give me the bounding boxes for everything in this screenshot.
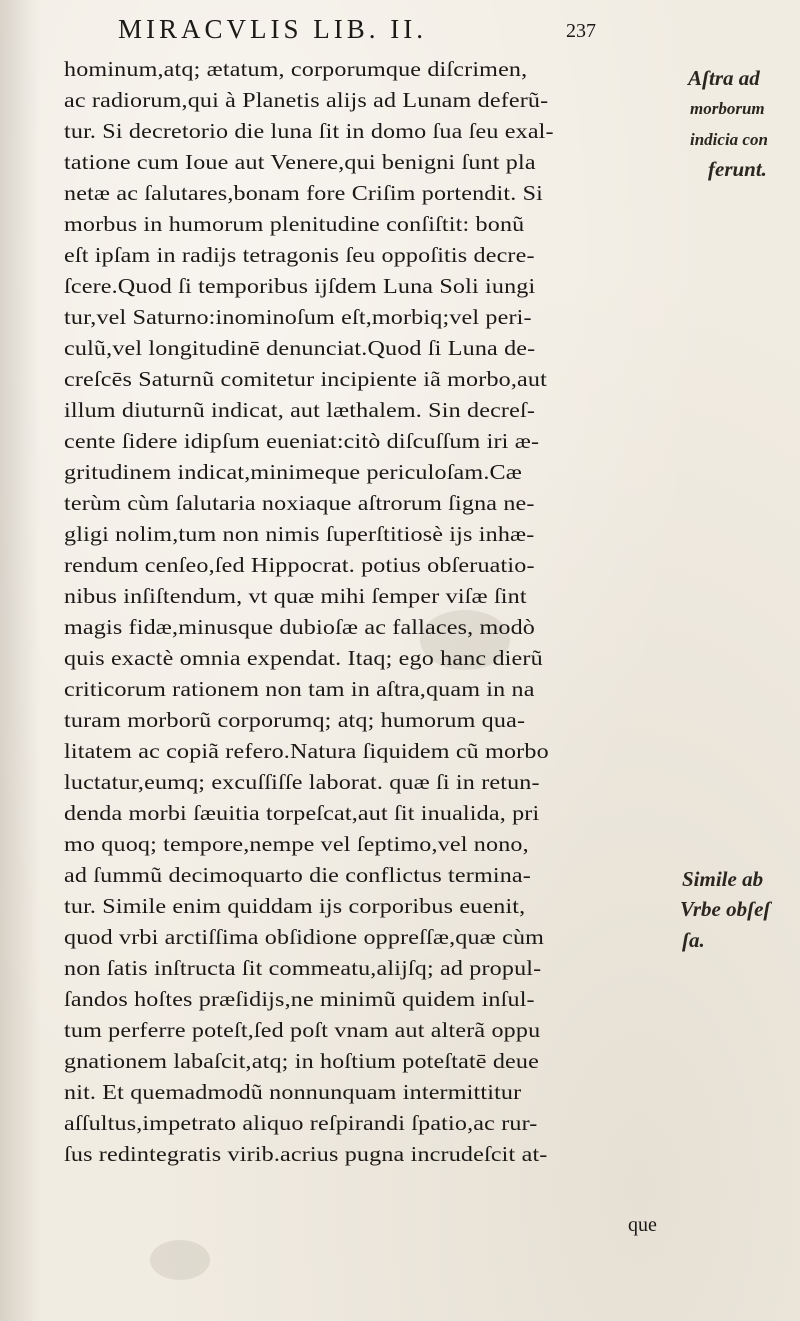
body-text (64, 54, 684, 1170)
text-line: non ſatis inſtructa ſit commeatu,alijſq; ad propul- (64, 956, 542, 980)
margin-note: morborum (690, 99, 765, 118)
text-line: culũ,vel longitudinē denunciat.Quod ſi Luna de- (64, 336, 536, 360)
margin-note: indicia con (690, 130, 768, 149)
text-line: gligi nolim,tum non nimis ſuperſtitiosè ijs inhæ- (64, 522, 535, 546)
text-line: luctatur,eumq; excuſſiſſe laborat. quæ ſi in retun- (64, 770, 540, 794)
text-line: nit. Et quemadmodũ nonnunquam intermittitur (64, 1080, 522, 1104)
margin-note: Simile ab (682, 867, 764, 891)
text-line: magis fidæ,minusque dubioſæ ac fallaces, modò (64, 615, 536, 639)
text-line: tum perferre poteſt,ſed poſt vnam aut alterã oppu (64, 1018, 541, 1042)
text-line: litatem ac copiã refero.Natura ſiquidem cũ morbo (64, 739, 549, 763)
text-line: aſſultus,impetrato aliquo reſpirandi ſpatio,ac rur- (64, 1111, 538, 1135)
text-line: gnationem labaſcit,atq; in hoſtium poteſtatē deue (64, 1049, 539, 1073)
text-line: creſcēs Saturnũ comitetur incipiente iã morbo,aut (64, 367, 547, 391)
text-line: netæ ac ſalutares,bonam fore Criſim portendit. Si (64, 181, 544, 205)
text-line: rendum cenſeo,ſed Hippocrat. potius obſeruatio- (64, 553, 535, 577)
text-line: ac radiorum,qui à Planetis alijs ad Lunam deferũ- (64, 88, 549, 112)
text-line: gritudinem indicat,minimeque periculoſam.Cæ (64, 460, 522, 484)
margin-note: Aſtra ad (688, 66, 760, 90)
page-number: 237 (566, 20, 596, 42)
text-line: nibus inſiſtendum, vt quæ mihi ſemper viſæ ſint (64, 584, 527, 608)
text-line: turam morborũ corporumq; atq; humorum qua- (64, 708, 526, 732)
text-line: tur. Si decretorio die luna ſit in domo ſua ſeu exal- (64, 119, 554, 143)
text-line: morbus in humorum plenitudine conſiſtit: bonũ (64, 212, 525, 236)
text-line: ad ſummũ decimoquarto die conflictus termina- (64, 863, 531, 887)
text-line: tur. Simile enim quiddam ijs corporibus euenit, (64, 894, 526, 918)
text-line: tur,vel Saturno:inominoſum eſt,morbiq;vel peri- (64, 305, 532, 329)
catchword: que (628, 1214, 657, 1236)
text-line: illum diuturnũ indicat, aut læthalem. Sin decreſ- (64, 398, 536, 422)
page-header (118, 14, 718, 54)
text-line: terùm cùm ſalutaria noxiaque aſtrorum ſigna ne- (64, 491, 535, 515)
text-line: denda morbi ſæuitia torpeſcat,aut ſit inualida, pri (64, 801, 540, 825)
text-line: mo quoq; tempore,nempe vel ſeptimo,vel nono, (64, 832, 529, 856)
page-gutter-shadow (0, 0, 40, 1321)
paper-stain (150, 1240, 210, 1280)
text-line: criticorum rationem non tam in aſtra,quam in na (64, 677, 535, 701)
margin-note: Vrbe obſeſ (680, 897, 771, 921)
text-line: quod vrbi arctiſſima obſidione oppreſſæ,quæ cùm (64, 925, 545, 949)
text-line: eſt ipſam in radijs tetragonis ſeu oppoſitis decre- (64, 243, 535, 267)
text-line: tatione cum Ioue aut Venere,qui benigni ſunt pla (64, 150, 536, 174)
text-line: hominum,atq; ætatum, corporumque diſcrimen, (64, 57, 528, 81)
text-line: ſcere.Quod ſi temporibus ijſdem Luna Soli iungi (64, 274, 536, 298)
margin-note: ferunt. (708, 157, 767, 181)
running-head: MIRACVLIS LIB. II. (118, 14, 427, 44)
text-line: quis exactè omnia expendat. Itaq; ego hanc dierũ (64, 646, 543, 670)
margin-note: ſa. (682, 928, 705, 952)
text-line: cente ſidere idipſum eueniat:citò diſcuſſum iri æ- (64, 429, 540, 453)
text-line: ſus redintegratis virib.acrius pugna incrudeſcit at- (64, 1142, 548, 1166)
text-line: ſandos hoſtes præſidijs,ne minimũ quidem inſul- (64, 987, 535, 1011)
